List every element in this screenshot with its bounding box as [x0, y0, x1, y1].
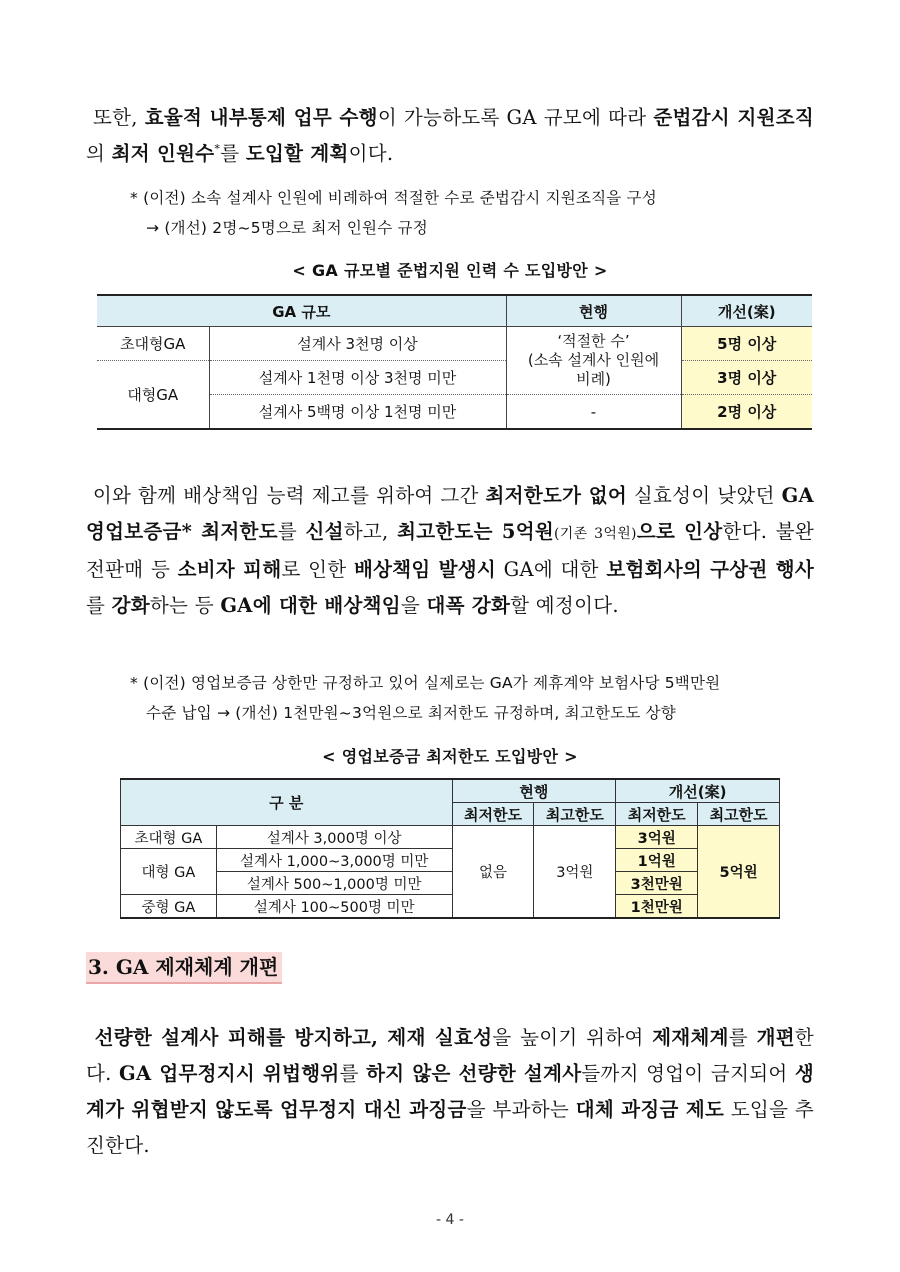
paragraph-deposit: 이와 함께 배상책임 능력 제고를 위하여 그간 최저한도가 없어 실효성이 낮았던 GA 영업보증금* 최저한도를 신설하고, 최고한도는 5억원(기존 3억원)으로 인상한다. 불완전판매 등 소비자 피해로 인한 배상책임 발생시 GA에 대한 보험회사의 구상권 행사를 강화하는 등 GA에 대한 배상책임을 대폭 강화할 예정이다. — [86, 484, 815, 617]
ga-type-cell: 대형 GA — [121, 849, 217, 895]
current-line: (소속 설계사 인원에 — [527, 351, 660, 369]
range-cell: 설계사 3천명 이상 — [209, 327, 506, 361]
table-row — [97, 327, 812, 361]
footnote-line: → (개선) 2명~5명으로 최저 인원수 규정 — [146, 219, 428, 237]
footnote-deposit — [130, 668, 820, 728]
improved-cell: 2명 이상 — [681, 395, 812, 430]
header-category: 구 분 — [121, 779, 453, 826]
header-current: 현행 — [452, 779, 616, 803]
ga-type-cell: 초대형GA — [97, 327, 209, 361]
footnote-compliance — [130, 183, 820, 243]
current-min-cell: 없음 — [452, 826, 534, 919]
section-heading: 3. GA 제재체계 개편 — [86, 952, 282, 984]
improved-min-cell: 1천만원 — [616, 895, 698, 919]
header-improved-min: 최저한도 — [616, 803, 698, 826]
header-improved: 개선(案) — [616, 779, 780, 803]
footnote-line: * (이전) 소속 설계사 인원에 비례하여 적절한 수로 준법감시 지원조직을 구성 — [130, 189, 657, 207]
current-max-cell: 3억원 — [534, 826, 616, 919]
header-current-min: 최저한도 — [452, 803, 534, 826]
table-row — [97, 361, 812, 395]
table-caption: < GA 규모별 준법지원 인력 수 도입방안 > — [292, 261, 608, 280]
header-improved-max: 최고한도 — [698, 803, 780, 826]
improved-min-cell: 3천만원 — [616, 872, 698, 895]
improved-min-cell: 1억원 — [616, 849, 698, 872]
improved-cell: 3명 이상 — [681, 361, 812, 395]
current-merged-cell — [506, 327, 681, 395]
range-cell: 설계사 500~1,000명 미만 — [216, 872, 452, 895]
header-current: 현행 — [506, 295, 681, 327]
improved-min-cell: 3억원 — [616, 826, 698, 849]
paragraph-sanctions: 선량한 설계사 피해를 방지하고, 제재 실효성을 높이기 위하여 제재체계를 개편한다. GA 업무정지시 위법행위를 하지 않은 선량한 설계사들까지 영업이 금지되어 생계가 위협받지 않도록 업무정지 대신 과징금을 부과하는 대체 과징금 제도 도입을 추진한다. — [86, 1026, 814, 1157]
footnote-line: 수준 납입 → (개선) 1천만원~3억원으로 최저한도 규정하며, 최고한도도 상향 — [146, 704, 676, 722]
compliance-staff-table — [97, 294, 812, 430]
range-cell: 설계사 100~500명 미만 — [216, 895, 452, 919]
header-scale: GA 규모 — [97, 295, 506, 327]
deposit-limit-table — [120, 778, 780, 919]
table-row — [121, 849, 780, 872]
range-cell: 설계사 1,000~3,000명 미만 — [216, 849, 452, 872]
ga-type-cell: 대형GA — [97, 361, 209, 430]
range-cell: 설계사 3,000명 이상 — [216, 826, 452, 849]
table-row — [121, 826, 780, 849]
current-line: 비례) — [576, 370, 611, 388]
footnote-line: * (이전) 영업보증금 상한만 규정하고 있어 실제로는 GA가 제휴계약 보험사당 5백만원 — [130, 674, 721, 692]
header-improved: 개선(案) — [681, 295, 812, 327]
paragraph-compliance: 또한, 효율적 내부통제 업무 수행이 가능하도록 GA 규모에 따라 준법감시 지원조직의 최저 인원수*를 도입할 계획이다. — [86, 106, 814, 165]
range-cell: 설계사 5백명 이상 1천명 미만 — [209, 395, 506, 430]
table-caption: < 영업보증금 최저한도 도입방안 > — [322, 747, 578, 766]
ga-type-cell: 중형 GA — [121, 895, 217, 919]
table-row — [121, 895, 780, 919]
range-cell: 설계사 1천명 이상 3천명 미만 — [209, 361, 506, 395]
ga-type-cell: 초대형 GA — [121, 826, 217, 849]
table-row — [121, 872, 780, 895]
header-current-max: 최고한도 — [534, 803, 616, 826]
page-number: - 4 - — [436, 1212, 464, 1228]
improved-cell: 5명 이상 — [681, 327, 812, 361]
current-cell: - — [506, 395, 681, 430]
current-line: ‘적절한 수’ — [557, 332, 630, 350]
improved-max-cell: 5억원 — [698, 826, 780, 919]
